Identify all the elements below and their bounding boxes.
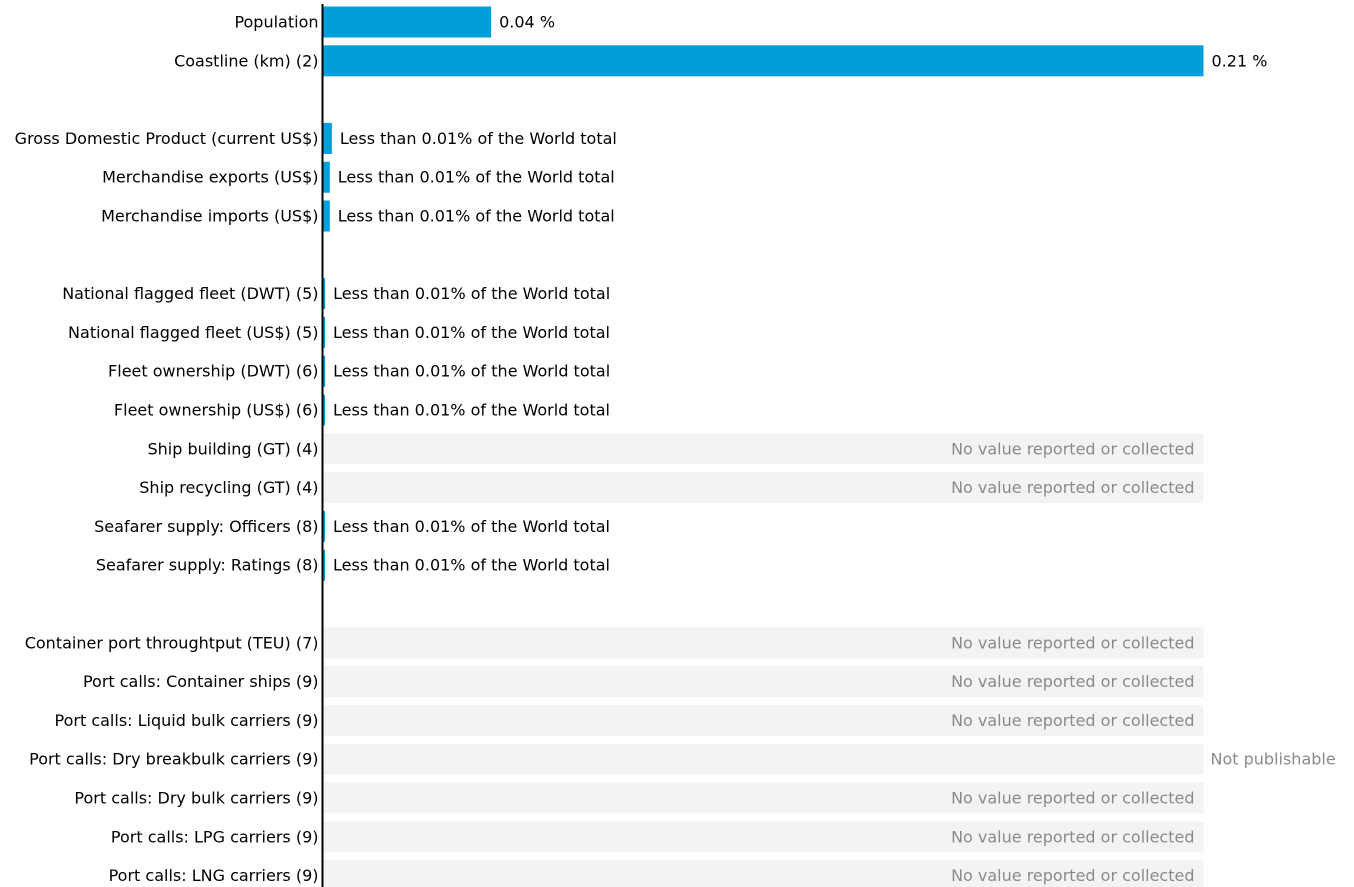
bar-fleet-ownership-us-6 [324, 395, 326, 426]
category-label-port-calls-dry-bulk-carriers-9: Port calls: Dry bulk carriers (9) [74, 788, 319, 808]
bar-national-flagged-fleet-us-5 [324, 317, 326, 348]
no-value-band-port-calls-dry-breakbulk-carriers-9 [324, 744, 1204, 775]
category-label-seafarer-supply-officers-8: Seafarer supply: Officers (8) [94, 516, 319, 536]
value-label-fleet-ownership-dwt-6: Less than 0.01% of the World total [333, 361, 611, 381]
value-label-population: 0.04 % [499, 12, 556, 32]
status-label-port-calls-lng-carriers-9: No value reported or collected [951, 866, 1195, 886]
value-label-merchandise-imports-us: Less than 0.01% of the World total [337, 206, 615, 226]
category-label-ship-recycling-gt-4: Ship recycling (GT) (4) [139, 478, 319, 498]
category-label-merchandise-imports-us: Merchandise imports (US$) [101, 206, 319, 226]
category-label-container-port-throughtput-teu-7: Container port throughtput (TEU) (7) [24, 633, 319, 653]
status-label-ship-building-gt-4: No value reported or collected [951, 439, 1195, 459]
bar-merchandise-exports-us [324, 162, 330, 193]
category-label-port-calls-liquid-bulk-carriers-9: Port calls: Liquid bulk carriers (9) [54, 710, 319, 730]
status-label-port-calls-liquid-bulk-carriers-9: No value reported or collected [951, 710, 1195, 730]
status-label-port-calls-container-ships-9: No value reported or collected [951, 672, 1195, 692]
value-label-national-flagged-fleet-us-5: Less than 0.01% of the World total [333, 322, 610, 342]
bar-merchandise-imports-us [324, 201, 330, 232]
value-label-coastline-km-2: 0.21 % [1211, 51, 1268, 71]
category-label-population: Population [234, 12, 319, 32]
category-label-national-flagged-fleet-us-5: National flagged fleet (US$) (5) [68, 322, 319, 342]
category-label-national-flagged-fleet-dwt-5: National flagged fleet (DWT) (5) [62, 284, 319, 304]
category-label-port-calls-lpg-carriers-9: Port calls: LPG carriers (9) [110, 827, 319, 847]
category-label-seafarer-supply-ratings-8: Seafarer supply: Ratings (8) [95, 555, 319, 575]
bar-coastline-km-2 [324, 45, 1204, 76]
bar-seafarer-supply-officers-8 [324, 511, 326, 542]
category-label-fleet-ownership-dwt-6: Fleet ownership (DWT) (6) [108, 361, 319, 381]
status-label-container-port-throughtput-teu-7: No value reported or collected [951, 633, 1195, 653]
status-label-port-calls-lpg-carriers-9: No value reported or collected [951, 827, 1195, 847]
bar-national-flagged-fleet-dwt-5 [324, 278, 326, 309]
category-labels [15, 13, 319, 886]
category-label-merchandise-exports-us: Merchandise exports (US$) [102, 167, 319, 187]
status-label-port-calls-dry-bulk-carriers-9: No value reported or collected [951, 788, 1195, 808]
category-label-coastline-km-2: Coastline (km) (2) [174, 51, 319, 71]
category-label-gross-domestic-product-current-us: Gross Domestic Product (current US$) [14, 128, 319, 148]
category-label-fleet-ownership-us-6: Fleet ownership (US$) (6) [113, 400, 319, 420]
bar-population [324, 7, 492, 38]
category-label-port-calls-dry-breakbulk-carriers-9: Port calls: Dry breakbulk carriers (9) [29, 749, 319, 769]
status-label-ship-recycling-gt-4: No value reported or collected [951, 478, 1195, 498]
category-label-port-calls-container-ships-9: Port calls: Container ships (9) [82, 672, 319, 692]
placeholder-bands [324, 433, 1204, 887]
status-label-port-calls-dry-breakbulk-carriers-9: Not publishable [1210, 749, 1336, 769]
value-label-national-flagged-fleet-dwt-5: Less than 0.01% of the World total [333, 284, 611, 304]
category-label-port-calls-lng-carriers-9: Port calls: LNG carriers (9) [108, 866, 319, 886]
value-label-fleet-ownership-us-6: Less than 0.01% of the World total [333, 400, 610, 420]
value-label-seafarer-supply-officers-8: Less than 0.01% of the World total [333, 516, 610, 536]
bar-seafarer-supply-ratings-8 [324, 550, 326, 581]
value-label-seafarer-supply-ratings-8: Less than 0.01% of the World total [333, 555, 610, 575]
value-label-merchandise-exports-us: Less than 0.01% of the World total [337, 167, 615, 187]
value-label-gross-domestic-product-current-us: Less than 0.01% of the World total [339, 128, 617, 148]
category-label-ship-building-gt-4: Ship building (GT) (4) [147, 439, 319, 459]
bar-fleet-ownership-dwt-6 [324, 356, 326, 387]
bar-gross-domestic-product-current-us [324, 123, 332, 154]
